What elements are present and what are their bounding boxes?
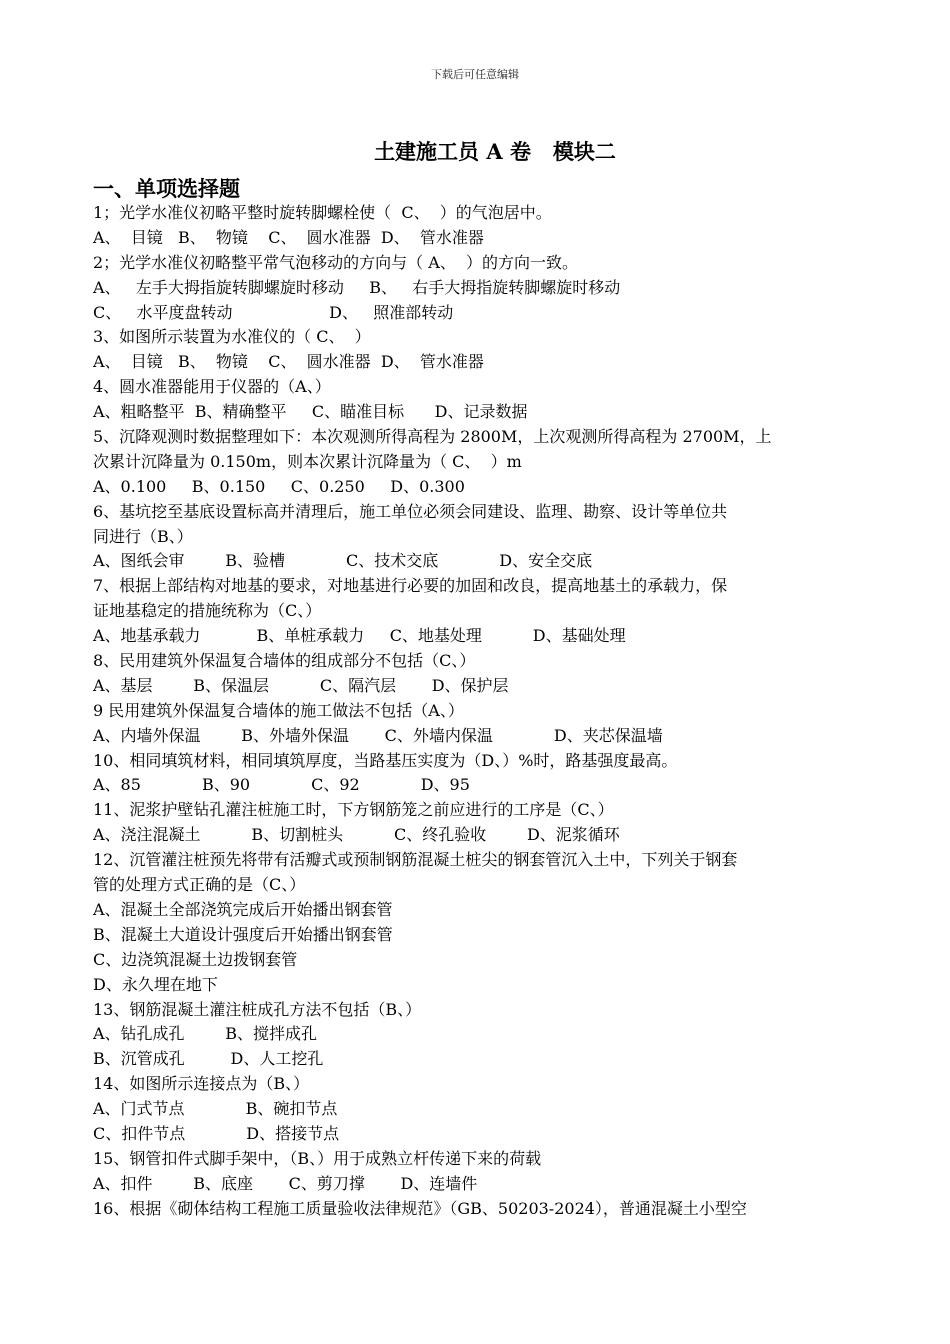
text-line: 10、相同填筑材料，相同填筑厚度，当路基压实度为（D、）%时，路基强度最高。 — [93, 750, 678, 770]
text-line: B、混凝土大道设计强度后开始播出钢套管 — [93, 924, 393, 944]
text-line: A、图纸会审 B、验槽 C、技术交底 D、安全交底 — [93, 551, 593, 571]
text-line: 15、钢管扣件式脚手架中，（B、）用于成熟立杆传递下来的荷载 — [93, 1148, 542, 1168]
page-title: 土建施工员 A 卷 模块二 — [374, 139, 616, 164]
text-line: 次累计沉降量为 0.150m，则本次累计沉降量为（ C、 ）m — [93, 451, 522, 471]
text-line: 1；光学水准仪初略平整时旋转脚螺栓使（ C、 ）的气泡居中。 — [93, 203, 552, 222]
text-line: A、 目镜 B、 物镜 C、 圆水准器 D、 管水准器 — [93, 352, 484, 372]
text-line: C、边浇筑混凝土边拨钢套管 — [93, 949, 298, 969]
text-line: A、 左手大拇指旋转脚螺旋时移动 B、 右手大拇指旋转脚螺旋时移动 — [93, 277, 621, 297]
text-line: 12、沉管灌注桩预先将带有活瓣式或预制钢筋混凝土桩尖的钢套管沉入土中，下列关于钢套 — [93, 850, 738, 870]
text-line: 7、根据上部结构对地基的要求，对地基进行必要的加固和改良，提高地基土的承载力，保 — [93, 576, 728, 596]
text-line: 4、圆水准器能用于仪器的（A、） — [93, 377, 331, 397]
text-line: A、内墙外保温 B、外墙外保温 C、外墙内保温 D、夹芯保温墙 — [93, 725, 663, 745]
text-line: 8、民用建筑外保温复合墙体的组成部分不包括（C、） — [93, 651, 476, 671]
text-line: A、粗略整平 B、精确整平 C、瞄准目标 D、记录数据 — [93, 402, 528, 422]
text-line: 同进行（B、） — [93, 526, 193, 546]
text-line: 13、钢筋混凝土灌注桩成孔方法不包括（B、） — [93, 999, 422, 1019]
text-line: 2；光学水准仪初略整平常气泡移动的方向与（ A、 ）的方向一致。 — [93, 252, 578, 272]
text-line: A、地基承载力 B、单桩承载力 C、地基处理 D、基础处理 — [93, 626, 626, 646]
text-line: C、 水平度盘转动 D、 照准部转动 — [93, 302, 454, 322]
text-line: A、0.100 B、0.150 C、0.250 D、0.300 — [93, 476, 465, 496]
text-line: D、永久埋在地下 — [93, 974, 218, 994]
text-line: A、门式节点 B、碗扣节点 — [93, 1099, 338, 1119]
text-line: 11、泥浆护壁钻孔灌注桩施工时，下方钢筋笼之前应进行的工序是（C、） — [93, 800, 614, 820]
text-line: 证地基稳定的措施统称为（C、） — [93, 601, 322, 621]
question-body — [93, 201, 873, 1222]
text-line: A、85 B、90 C、92 D、95 — [93, 775, 470, 795]
text-line: A、钻孔成孔 B、搅拌成孔 — [93, 1024, 318, 1044]
text-line: C、扣件节点 D、搭接节点 — [93, 1123, 340, 1143]
text-line: 管的处理方式正确的是（C、） — [93, 875, 306, 895]
text-line: B、沉管成孔 D、人工挖孔 — [93, 1049, 324, 1069]
header-note: 下载后可任意编辑 — [431, 68, 519, 81]
text-line: 16、根据《砌体结构工程施工质量验收法律规范》（GB、50203-2024），普通混凝土小型空 — [93, 1198, 747, 1218]
text-line: A、扣件 B、底座 C、剪刀撑 D、连墙件 — [93, 1173, 478, 1193]
text-line: A、 目镜 B、 物镜 C、 圆水准器 D、 管水准器 — [93, 227, 484, 247]
text-line: 9 民用建筑外保温复合墙体的施工做法不包括（A、） — [93, 700, 464, 720]
text-line: 3、如图所示装置为水准仪的（ C、 ） — [93, 327, 371, 347]
text-line: A、基层 B、保温层 C、隔汽层 D、保护层 — [93, 675, 509, 695]
section-title: 一、单项选择题 — [93, 177, 240, 201]
text-line: 14、如图所示连接点为（B、） — [93, 1074, 310, 1094]
text-line: A、混凝土全部浇筑完成后开始播出钢套管 — [93, 899, 393, 919]
text-line: 6、基坑挖至基底设置标高并清理后，施工单位必须会同建设、监理、勘察、设计等单位共 — [93, 501, 728, 521]
text-line: 5、沉降观测时数据整理如下：本次观测所得高程为 2800M，上次观测所得高程为 2700M，上 — [93, 427, 772, 447]
text-line: A、浇注混凝土 B、切割桩头 C、终孔验收 D、泥浆循环 — [93, 825, 620, 845]
